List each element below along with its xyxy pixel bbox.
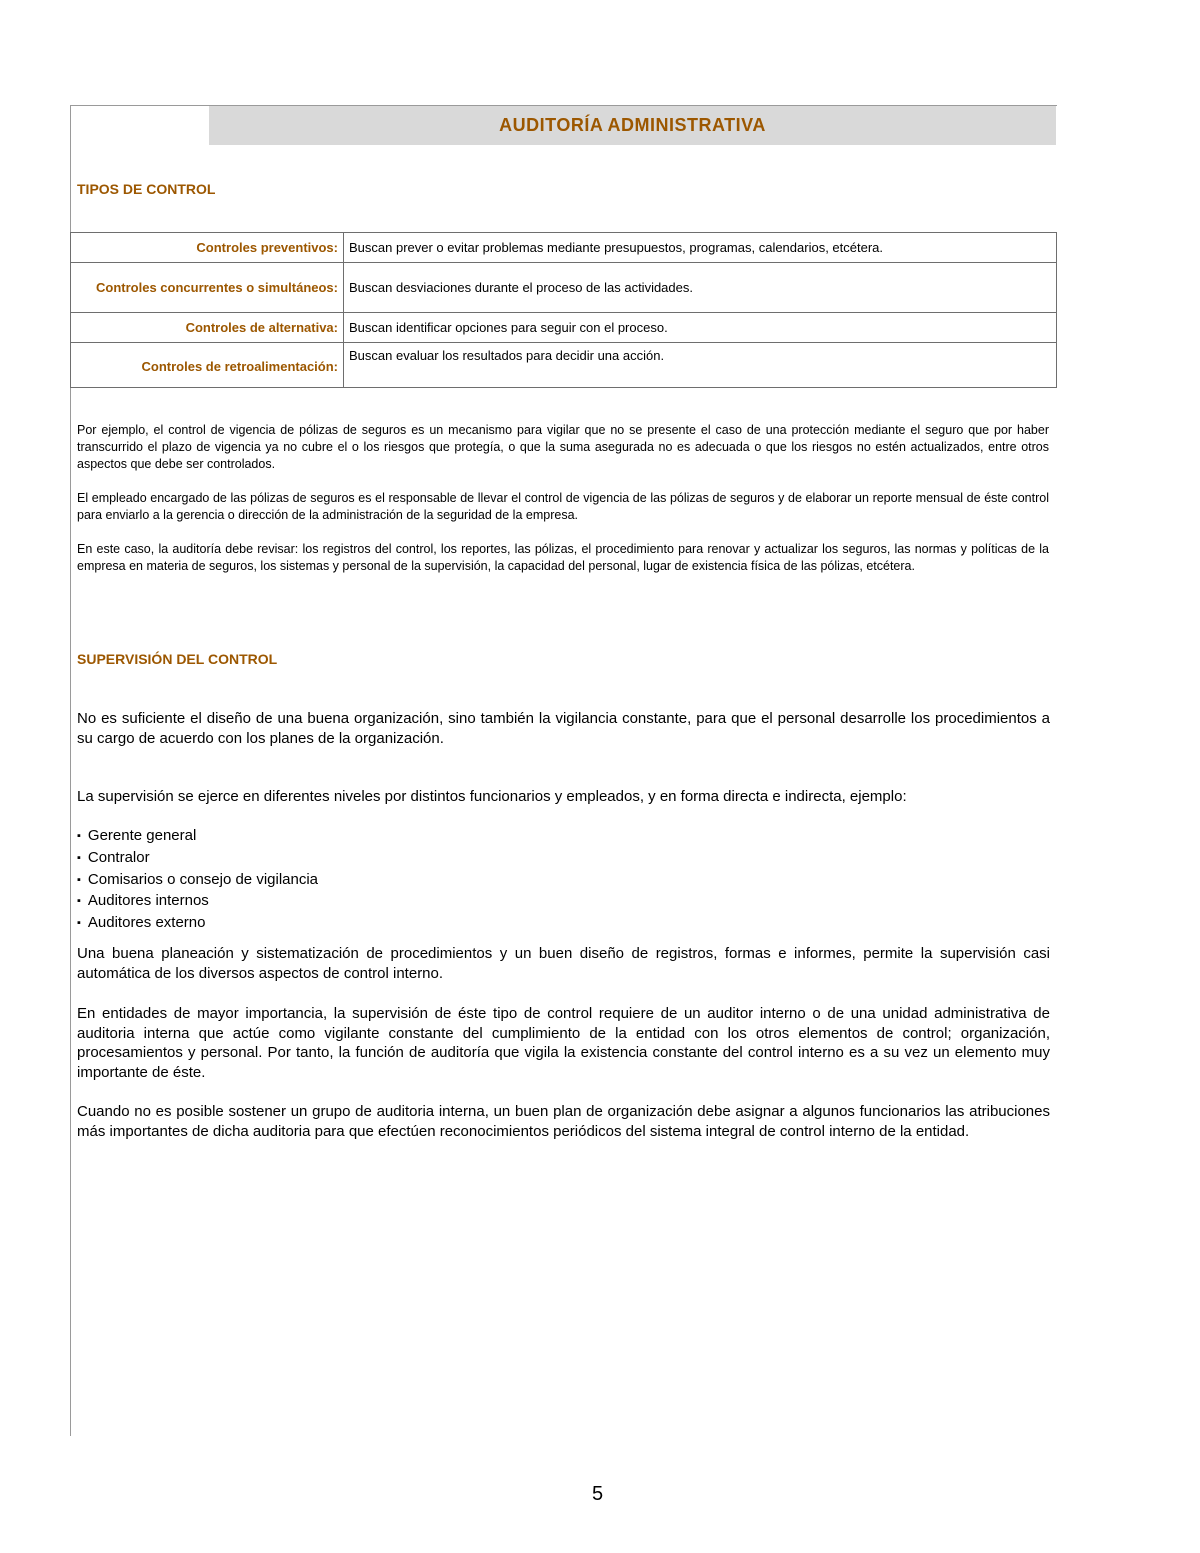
list-item: ▪ Gerente general (77, 826, 318, 848)
control-types-table (70, 232, 1057, 388)
table-row (71, 343, 1057, 388)
control-type-description: Buscan identificar opciones para seguir con el proceso. (344, 313, 1057, 343)
section-heading-supervision-del-control: SUPERVISIÓN DEL CONTROL (77, 651, 278, 667)
paragraph: En este caso, la auditoría debe revisar: los registros del control, los reportes, las pólizas, el procedimiento para renovar y actualizar los seguros, las normas y políticas de la empresa en materia de seguros, los sistemas y personal de la supervisión, la capacidad del personal, lugar de existencia física de las pólizas, etcétera. (77, 542, 1049, 573)
list-item: ▪ Comisarios o consejo de vigilancia (77, 870, 318, 892)
paragraph: Por ejemplo, el control de vigencia de pólizas de seguros es un mecanismo para vigilar que no se presente el caso de una protección mediante el seguro que por haber transcurrido el plazo de vigencia ya no cubre el o los riesgos que protegía, o que la suma asegurada no es adecuada o que los riesgos no estén actualizados, entre otros aspectos que debe ser controlados. (77, 423, 1049, 471)
control-type-label: Controles concurrentes o simultáneos: (71, 263, 344, 313)
document-title: AUDITORÍA ADMINISTRATIVA (499, 115, 766, 135)
paragraph: Cuando no es posible sostener un grupo de auditoria interna, un buen plan de organización debe asignar a algunos funcionarios las atribuciones más importantes de dicha auditoria para que efectúen reconocimientos periódicos del sistema integral de control interno de la entidad. (77, 1103, 1050, 1140)
supervisors-list (77, 826, 318, 935)
table-row (71, 263, 1057, 313)
table-row (71, 233, 1057, 263)
paragraph: Una buena planeación y sistematización de procedimientos y un buen diseño de registros, formas e informes, permite la supervisión casi automática de los diversos aspectos de control interno. (77, 945, 1050, 982)
list-item: ▪ Contralor (77, 848, 318, 870)
control-type-label: Controles de retroalimentación: (71, 343, 344, 388)
list-item: ▪ Auditores externo (77, 913, 318, 935)
paragraph: El empleado encargado de las pólizas de seguros es el responsable de llevar el control de vigencia de las pólizas de seguros y de elaborar un reporte mensual de éste control para enviarlo a la gerencia o dirección de la administración de la seguridad de la empresa. (77, 491, 1049, 522)
control-type-label: Controles preventivos: (71, 233, 344, 263)
page-number: 5 (591, 1483, 604, 1505)
control-type-description: Buscan prever o evitar problemas mediante presupuestos, programas, calendarios, etcétera. (344, 233, 1057, 263)
control-type-description: Buscan evaluar los resultados para decidir una acción. (344, 343, 1057, 388)
paragraph: No es suficiente el diseño de una buena organización, sino también la vigilancia constante, para que el personal desarrolle los procedimientos a su cargo de acuerdo con los planes de la organización. (77, 710, 1050, 747)
control-type-label: Controles de alternativa: (71, 313, 344, 343)
paragraph: La supervisión se ejerce en diferentes niveles por distintos funcionarios y empleados, y en forma directa e indirecta, ejemplo: (77, 788, 907, 805)
title-banner (209, 106, 1056, 145)
list-item: ▪ Auditores internos (77, 891, 318, 913)
control-type-description: Buscan desviaciones durante el proceso de las actividades. (344, 263, 1057, 313)
paragraph: En entidades de mayor importancia, la supervisión de éste tipo de control requiere de un auditor interno o de una unidad administrativa de auditoria interna que actúe como vigilante constante del cumplimiento de la entidad con los otros elementos de control; organización, procesamientos y personal. Por tanto, la función de auditoría que vigila la existencia constante del control interno es a su vez un elemento muy importante de éste. (77, 1005, 1050, 1081)
section-heading-tipos-de-control: TIPOS DE CONTROL (77, 181, 216, 197)
table-row (71, 313, 1057, 343)
